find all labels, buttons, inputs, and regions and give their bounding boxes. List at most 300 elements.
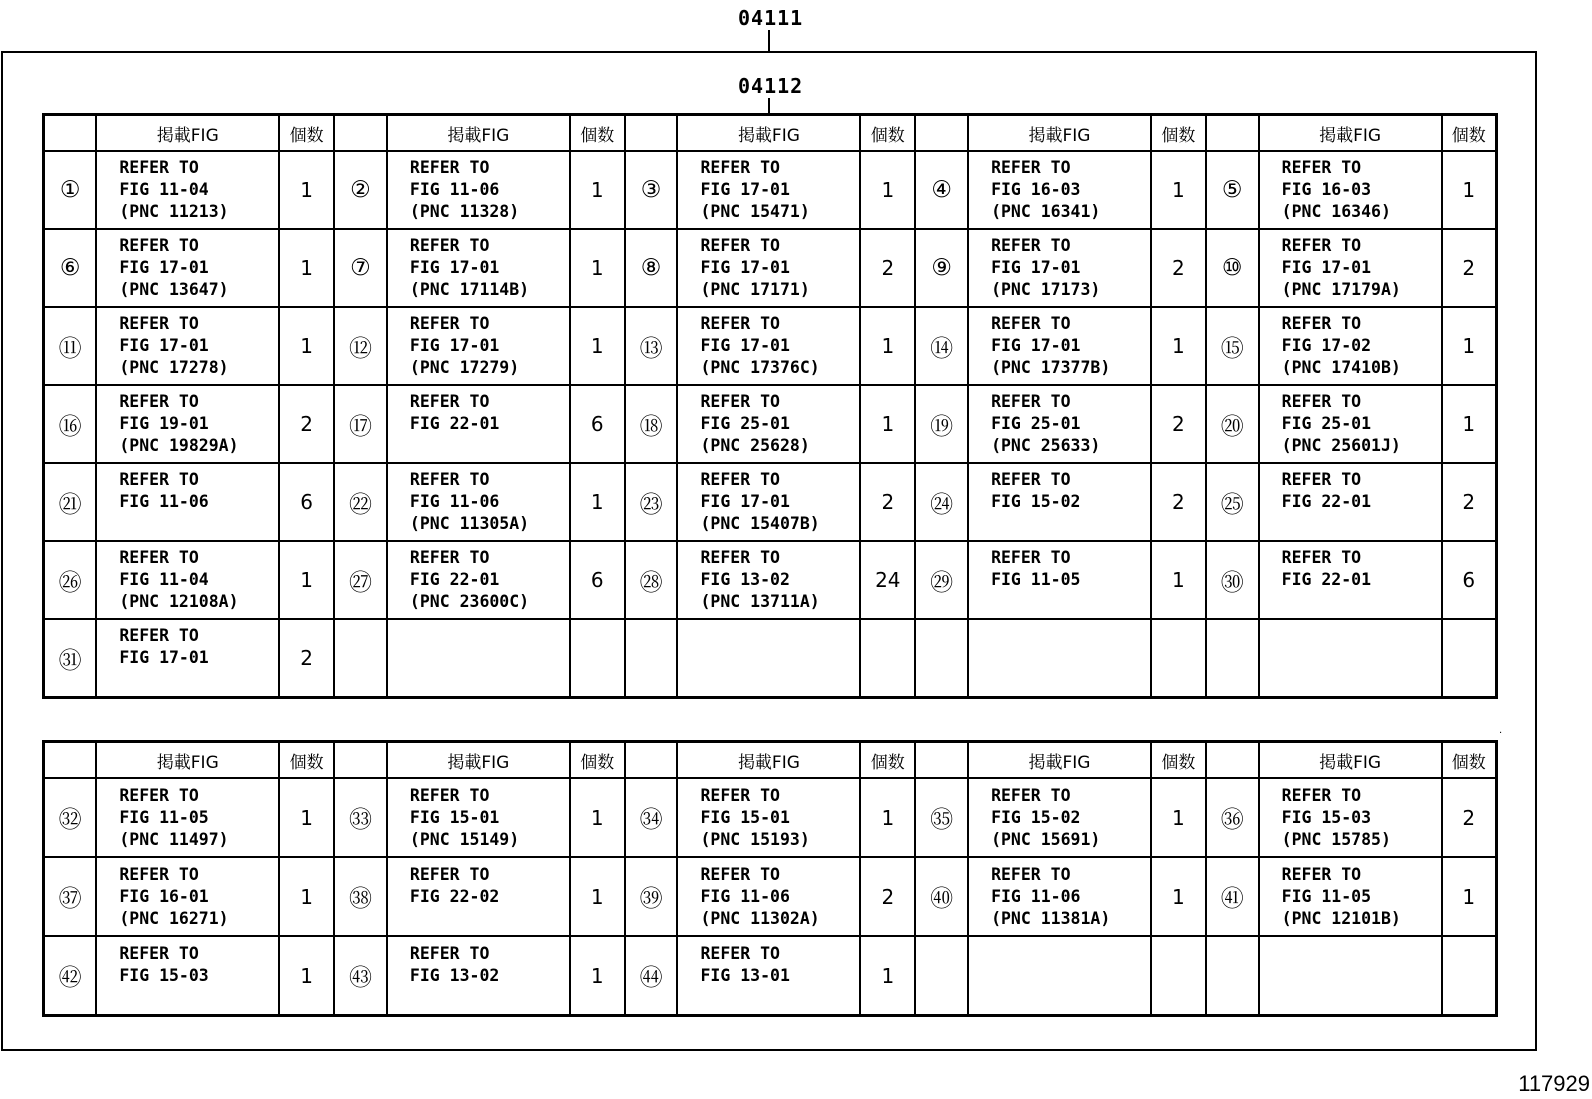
fig-reference [96,229,279,307]
quantity: 6 [570,541,625,619]
table-row [44,463,1497,541]
fig-reference-line: (PNC 11497) [119,829,229,849]
fig-reference-line: FIG 22-01 [1281,570,1372,589]
fig-reference-line [1282,669,1441,691]
fig-reference-line: (PNC 12108A) [119,592,239,611]
fig-reference-line: FIG 15-03 [1281,807,1372,827]
fig-reference-line: REFER TO [700,158,780,177]
fig-reference-line [1282,513,1441,535]
fig-reference [1259,385,1442,463]
table-row [44,229,1497,307]
connector-line-top [768,30,770,51]
quantity: 6 [1442,541,1497,619]
fig-reference [387,307,570,385]
fig-reference-line: REFER TO [409,785,490,805]
fig-reference-line: REFER TO [119,392,199,411]
fig-reference-line: (PNC 17173) [991,280,1101,299]
fig-reference [387,229,570,307]
fig-reference-line: FIG 16-01 [119,886,209,906]
fig-reference-line: REFER TO [700,864,780,884]
fig-reference-line: REFER TO [409,943,490,963]
item-number: ③ [625,151,678,229]
header-num-cell [1206,115,1259,152]
item-number: ㊳ [334,857,387,936]
fig-reference [96,778,279,857]
fig-reference [968,936,1151,1016]
fig-reference-line: REFER TO [119,236,199,255]
item-number: ㊱ [1206,778,1259,857]
fig-reference-line [119,669,278,691]
fig-reference-line [700,987,859,1009]
fig-reference [387,857,570,936]
item-number: ㊵ [915,857,968,936]
fig-reference-line: FIG 17-01 [700,336,790,355]
fig-reference-line: REFER TO [119,314,199,333]
fig-reference-line: FIG 17-01 [700,258,790,277]
quantity [1151,936,1206,1016]
fig-reference [968,619,1151,698]
fig-reference-line: REFER TO [991,392,1071,411]
fig-reference [968,307,1151,385]
fig-reference-line: REFER TO [700,548,780,567]
fig-reference-line [700,669,859,691]
header-num-cell [625,115,678,152]
fig-reference-line: (PNC 17410B) [1281,358,1401,377]
quantity: 1 [1151,541,1206,619]
fig-reference-line: REFER TO [991,236,1071,255]
fig-reference-line: REFER TO [409,470,490,489]
fig-reference [677,463,860,541]
assembly-code-top: 04111 [738,6,804,30]
quantity: 1 [860,778,915,857]
item-number: ㉔ [915,463,968,541]
item-number: ⑬ [625,307,678,385]
fig-reference-line: FIG 22-01 [409,570,500,589]
fig-reference-line: FIG 17-01 [700,180,790,199]
item-number: ⑮ [1206,307,1259,385]
header-num-cell [915,742,968,779]
fig-reference-line: FIG 19-01 [119,414,209,433]
item-number [625,619,678,698]
fig-reference [677,619,860,698]
fig-reference-line: FIG 15-03 [119,965,209,985]
item-number: ⑰ [334,385,387,463]
fig-reference-line: REFER TO [119,548,199,567]
fig-reference [677,857,860,936]
fig-reference-line: REFER TO [700,236,780,255]
fig-reference-line [410,987,569,1009]
item-number: ⑩ [1206,229,1259,307]
fig-reference [1259,541,1442,619]
fig-reference-line: (PNC 25633) [991,436,1101,455]
header-fig-label: 掲載FIG [96,742,279,779]
item-number: ㉚ [1206,541,1259,619]
fig-reference-line: (PNC 16341) [991,202,1101,221]
quantity: 2 [279,619,334,698]
item-number: ㉒ [334,463,387,541]
item-number: ⑨ [915,229,968,307]
header-row [44,742,1497,779]
fig-reference-line: REFER TO [409,158,490,177]
quantity: 1 [860,307,915,385]
item-number [334,619,387,698]
fig-reference-line: (PNC 17171) [700,280,810,299]
item-number: ㊹ [625,936,678,1016]
fig-reference-line: REFER TO [991,314,1071,333]
quantity: 1 [279,307,334,385]
item-number [915,619,968,698]
fig-reference [96,151,279,229]
header-qty-label: 個数 [860,742,915,779]
quantity [1442,619,1497,698]
header-num-cell [44,742,97,779]
fig-reference-line [991,669,1150,691]
fig-reference [96,463,279,541]
fig-reference [1259,936,1442,1016]
fig-reference-line: (PNC 15193) [700,829,810,849]
item-number: ㉘ [625,541,678,619]
quantity: 1 [279,151,334,229]
quantity: 24 [860,541,915,619]
fig-reference [968,151,1151,229]
header-qty-label: 個数 [1442,742,1497,779]
header-qty-label: 個数 [570,115,625,152]
connector-line-sub [768,98,770,113]
fig-reference-line: FIG 22-02 [409,886,500,906]
fig-reference-line [410,435,569,457]
fig-reference-line: REFER TO [1281,236,1362,255]
fig-reference-line: FIG 17-02 [1281,336,1372,355]
fig-reference [677,307,860,385]
item-number: ㉙ [915,541,968,619]
fig-reference-line: FIG 25-01 [991,414,1081,433]
fig-reference-line: REFER TO [119,785,199,805]
item-number [1206,936,1259,1016]
fig-reference-line: FIG 11-06 [409,492,500,511]
fig-reference-line: REFER TO [1281,548,1362,567]
item-number: ㉞ [625,778,678,857]
fig-reference-line: (PNC 15785) [1281,829,1391,849]
quantity: 1 [860,936,915,1016]
fig-reference [387,385,570,463]
fig-reference-line: (PNC 15471) [700,202,810,221]
item-number: ⑳ [1206,385,1259,463]
fig-reference-line: FIG 11-05 [119,807,209,827]
fig-reference-line: (PNC 11328) [409,202,520,221]
fig-reference [1259,151,1442,229]
header-num-cell [44,115,97,152]
fig-reference-line: (PNC 15691) [991,829,1101,849]
header-num-cell [334,115,387,152]
fig-reference-line: (PNC 11302A) [700,908,820,928]
item-number: ⑱ [625,385,678,463]
quantity: 6 [279,463,334,541]
header-fig-label: 掲載FIG [968,742,1151,779]
quantity: 1 [860,151,915,229]
fig-reference-line: FIG 17-01 [991,336,1081,355]
fig-reference-line: FIG 22-01 [1281,492,1372,511]
header-fig-label: 掲載FIG [1259,742,1442,779]
item-number: ㉖ [44,541,97,619]
fig-reference-line: REFER TO [119,864,199,884]
fig-reference-line [410,908,569,930]
fig-reference-line: FIG 11-04 [119,180,209,199]
fig-reference-line: REFER TO [119,158,199,177]
fig-reference-line [410,669,569,691]
header-qty-label: 個数 [570,742,625,779]
fig-reference-line: REFER TO [119,943,199,963]
fig-reference-line: REFER TO [991,785,1071,805]
quantity: 1 [279,229,334,307]
fig-reference-line: (PNC 19829A) [119,436,239,455]
fig-reference-line: (PNC 13711A) [700,592,820,611]
fig-reference-line: REFER TO [700,943,780,963]
fig-reference-line [700,625,859,647]
fig-reference-line: FIG 13-01 [700,965,790,985]
header-fig-label: 掲載FIG [968,115,1151,152]
fig-reference-line: REFER TO [700,470,780,489]
fig-reference-line: (PNC 25601J) [1281,436,1401,455]
quantity: 6 [570,385,625,463]
item-number: ⑧ [625,229,678,307]
fig-reference-line: FIG 17-01 [119,258,209,277]
fig-reference [968,857,1151,936]
item-number: ㉝ [334,778,387,857]
quantity: 1 [1442,151,1497,229]
fig-reference-line: REFER TO [409,864,490,884]
header-qty-label: 個数 [279,742,334,779]
item-number: ⑦ [334,229,387,307]
quantity: 1 [1151,857,1206,936]
fig-reference-line: FIG 17-01 [991,258,1081,277]
table-row [44,385,1497,463]
fig-reference-line: (PNC 13647) [119,280,229,299]
fig-reference [968,778,1151,857]
fig-reference-line: FIG 17-01 [409,336,500,355]
fig-reference-line: REFER TO [119,470,199,489]
quantity: 2 [1442,463,1497,541]
fig-reference-line: REFER TO [991,864,1071,884]
item-number: ① [44,151,97,229]
figure-id: 117929 [1518,1071,1590,1096]
fig-reference-line: REFER TO [1281,314,1362,333]
fig-reference-line: FIG 13-02 [409,965,500,985]
fig-reference [96,541,279,619]
item-number: ㉕ [1206,463,1259,541]
quantity: 1 [570,463,625,541]
quantity [1151,619,1206,698]
fig-reference [387,778,570,857]
quantity [570,619,625,698]
fig-reference-line [119,987,278,1009]
fig-reference [96,307,279,385]
fig-reference-line: FIG 17-01 [119,336,209,355]
fig-reference-line: REFER TO [991,158,1071,177]
fig-reference-line: FIG 17-01 [409,258,500,277]
fig-reference-line [1282,943,1441,965]
quantity [1442,936,1497,1016]
fig-reference-line: (PNC 17377B) [991,358,1111,377]
fig-reference [1259,307,1442,385]
fig-reference [96,619,279,698]
fig-reference [677,778,860,857]
header-fig-label: 掲載FIG [96,115,279,152]
fig-reference-line: REFER TO [409,236,490,255]
item-number: ⑪ [44,307,97,385]
fig-reference [968,385,1151,463]
header-qty-label: 個数 [1151,742,1206,779]
header-fig-label: 掲載FIG [387,115,570,152]
fig-reference-line: FIG 11-06 [700,886,790,906]
reference-table-1 [42,113,1498,699]
header-row [44,115,1497,152]
header-qty-label: 個数 [860,115,915,152]
item-number: ㊷ [44,936,97,1016]
quantity: 1 [570,151,625,229]
item-number: ㊲ [44,857,97,936]
fig-reference-line: REFER TO [700,785,780,805]
header-fig-label: 掲載FIG [387,742,570,779]
fig-reference-line: REFER TO [1281,864,1362,884]
quantity: 2 [860,229,915,307]
quantity: 1 [570,936,625,1016]
table-row [44,857,1497,936]
item-number [1206,619,1259,698]
reference-table-2 [42,740,1498,1017]
fig-reference [968,229,1151,307]
item-number: ⑤ [1206,151,1259,229]
fig-reference [1259,778,1442,857]
item-number: ㊶ [1206,857,1259,936]
stray-dot: . [1499,725,1503,736]
quantity: 2 [1151,385,1206,463]
quantity: 1 [1151,307,1206,385]
fig-reference [387,541,570,619]
fig-reference [96,936,279,1016]
fig-reference [677,229,860,307]
fig-reference-line: FIG 16-03 [991,180,1081,199]
fig-reference [968,541,1151,619]
quantity: 2 [860,463,915,541]
table-row [44,936,1497,1016]
item-number: ⑫ [334,307,387,385]
header-fig-label: 掲載FIG [677,115,860,152]
fig-reference-line: (PNC 25628) [700,436,810,455]
fig-reference-line: FIG 11-06 [991,886,1081,906]
fig-reference-line: REFER TO [119,626,199,645]
header-num-cell [334,742,387,779]
item-number: ⑭ [915,307,968,385]
quantity: 1 [860,385,915,463]
item-number [915,936,968,1016]
item-number: ㉛ [44,619,97,698]
fig-reference [1259,857,1442,936]
quantity: 2 [279,385,334,463]
quantity: 1 [1151,778,1206,857]
quantity: 1 [279,778,334,857]
fig-reference-line [991,625,1150,647]
quantity: 1 [570,229,625,307]
fig-reference-line: FIG 22-01 [409,414,500,433]
quantity: 2 [1151,229,1206,307]
fig-reference-line: (PNC 17179A) [1281,280,1401,299]
quantity [860,619,915,698]
fig-reference-line [991,965,1150,987]
quantity: 1 [279,936,334,1016]
fig-reference-line: FIG 15-01 [409,807,500,827]
fig-reference-line: REFER TO [409,314,490,333]
item-number: ⑲ [915,385,968,463]
header-num-cell [1206,742,1259,779]
fig-reference-line [1282,647,1441,669]
quantity: 2 [1442,778,1497,857]
header-qty-label: 個数 [279,115,334,152]
header-fig-label: 掲載FIG [1259,115,1442,152]
fig-reference-line: (PNC 17279) [409,358,520,377]
fig-reference-line [119,513,278,535]
table-row [44,619,1497,698]
quantity: 1 [279,857,334,936]
header-fig-label: 掲載FIG [677,742,860,779]
fig-reference-line: REFER TO [1281,158,1362,177]
fig-reference-line: FIG 11-06 [119,492,209,511]
fig-reference-line [1282,987,1441,1009]
fig-reference-line: (PNC 17376C) [700,358,820,377]
fig-reference-line: FIG 11-06 [409,180,500,199]
fig-reference-line: FIG 15-01 [700,807,790,827]
quantity: 1 [1442,385,1497,463]
fig-reference-line: REFER TO [700,314,780,333]
item-number: ㊸ [334,936,387,1016]
item-number: ⑯ [44,385,97,463]
fig-reference-line: (PNC 15149) [409,829,520,849]
fig-reference [387,463,570,541]
fig-reference [677,385,860,463]
fig-reference-line: (PNC 23600C) [409,592,530,611]
fig-reference-line [1282,625,1441,647]
fig-reference-line: REFER TO [409,392,490,411]
fig-reference-line: FIG 15-02 [991,807,1081,827]
fig-reference-line: REFER TO [1281,470,1362,489]
fig-reference [387,936,570,1016]
quantity: 1 [570,857,625,936]
table-row [44,778,1497,857]
fig-reference [96,857,279,936]
assembly-code-sub: 04112 [738,74,804,98]
fig-reference-line: REFER TO [1281,392,1362,411]
fig-reference-line [1282,591,1441,613]
fig-reference-line: FIG 11-05 [1281,886,1372,906]
fig-reference-line: FIG 11-04 [119,570,209,589]
fig-reference [677,151,860,229]
fig-reference-line [991,987,1150,1009]
item-number: ④ [915,151,968,229]
header-num-cell [915,115,968,152]
header-qty-label: 個数 [1151,115,1206,152]
fig-reference-line: FIG 25-01 [700,414,790,433]
fig-reference-line [991,647,1150,669]
fig-reference-line: FIG 25-01 [1281,414,1372,433]
fig-reference-line [991,943,1150,965]
quantity: 1 [570,307,625,385]
fig-reference-line: (PNC 16346) [1281,202,1391,221]
fig-reference [677,541,860,619]
fig-reference-line: REFER TO [991,548,1071,567]
fig-reference [677,936,860,1016]
fig-reference [1259,619,1442,698]
fig-reference-line: (PNC 15407B) [700,514,820,533]
quantity: 1 [1442,857,1497,936]
